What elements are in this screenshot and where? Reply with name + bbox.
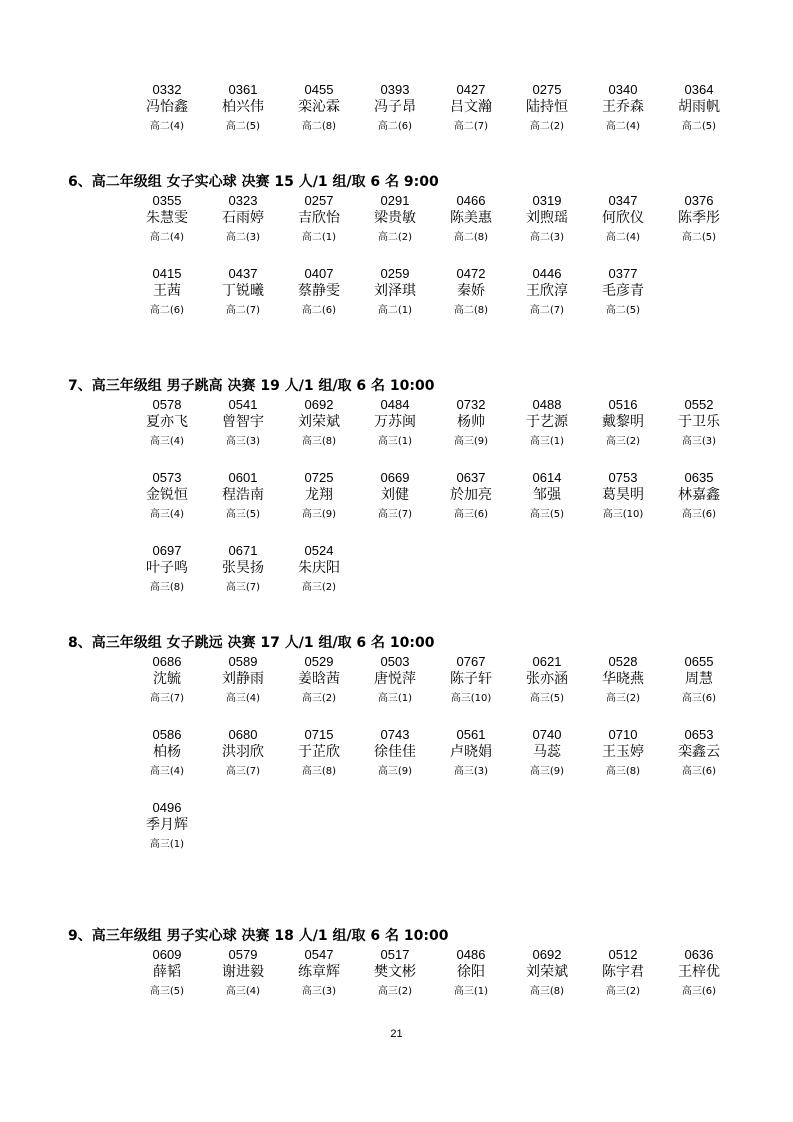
athlete-entry — [281, 727, 357, 779]
athlete-entry — [585, 266, 661, 318]
athlete-entry — [129, 266, 205, 318]
athlete-number: 0579 — [228, 947, 258, 962]
athlete-number: 0655 — [684, 654, 714, 669]
athlete-entry — [585, 470, 661, 522]
athlete-number: 0740 — [532, 727, 562, 742]
athlete-name: 邹强 — [533, 487, 561, 503]
athlete-class: 高二(6) — [149, 305, 185, 316]
athlete-entry — [509, 193, 585, 245]
athlete-class: 高二(5) — [681, 232, 717, 243]
athlete-name: 冯子昂 — [374, 99, 416, 115]
athlete-entry — [281, 82, 357, 134]
athlete-class: 高二(3) — [225, 232, 261, 243]
athlete-class: 高三(6) — [681, 986, 717, 997]
athlete-class: 高三(1) — [529, 436, 565, 447]
athlete-name: 刘静雨 — [222, 671, 264, 687]
athlete-name: 夏亦飞 — [146, 414, 188, 430]
athlete-class: 高二(1) — [301, 232, 337, 243]
athlete-entry — [205, 543, 281, 595]
athlete-name: 沈毓 — [153, 671, 181, 687]
athlete-name: 程浩南 — [222, 487, 264, 503]
athlete-entry — [433, 947, 509, 999]
athlete-name: 葛昊明 — [602, 487, 644, 503]
athlete-class: 高二(1) — [377, 305, 413, 316]
athlete-entry — [585, 947, 661, 999]
athlete-name: 刘煦瑶 — [526, 210, 568, 226]
athlete-entry — [205, 947, 281, 999]
athlete-class: 高三(4) — [225, 693, 261, 704]
athlete-entry — [509, 947, 585, 999]
athlete-name: 周慧 — [685, 671, 713, 687]
athlete-name: 吕文瀚 — [450, 99, 492, 115]
athlete-class: 高二(2) — [377, 232, 413, 243]
athlete-class: 高三(3) — [225, 436, 261, 447]
athlete-name: 唐悦萍 — [374, 671, 416, 687]
athlete-number: 0259 — [380, 266, 410, 281]
athlete-class: 高三(9) — [377, 766, 413, 777]
athlete-class: 高三(10) — [602, 509, 644, 520]
athlete-entry — [661, 654, 737, 706]
athlete-number: 0427 — [456, 82, 486, 97]
athlete-name: 蔡静雯 — [298, 283, 340, 299]
athlete-class: 高三(6) — [681, 766, 717, 777]
athlete-class: 高三(1) — [377, 436, 413, 447]
event-heading: 7、高三年级组 男子跳高 决赛 19 人/1 组/取 6 名 10:00 — [68, 378, 435, 394]
athlete-entry — [205, 470, 281, 522]
athlete-class: 高三(10) — [450, 693, 492, 704]
athlete-number: 0257 — [304, 193, 334, 208]
athlete-name: 王欣淳 — [526, 283, 568, 299]
athlete-entry — [129, 193, 205, 245]
athlete-entry — [205, 727, 281, 779]
athlete-number: 0466 — [456, 193, 486, 208]
athlete-number: 0488 — [532, 397, 562, 412]
athlete-class: 高二(4) — [605, 121, 641, 132]
athlete-number: 0609 — [152, 947, 182, 962]
athlete-name: 薛韬 — [153, 964, 181, 980]
athlete-number: 0637 — [456, 470, 486, 485]
athlete-number: 0496 — [152, 800, 182, 815]
athlete-number: 0686 — [152, 654, 182, 669]
athlete-entry — [129, 470, 205, 522]
athlete-name: 金锐恒 — [146, 487, 188, 503]
athlete-name: 练章辉 — [298, 964, 340, 980]
athlete-number: 0455 — [304, 82, 334, 97]
athlete-entry — [661, 82, 737, 134]
athlete-name: 卢晓娟 — [450, 744, 492, 760]
athlete-name: 曾智宇 — [222, 414, 264, 430]
athlete-number: 0743 — [380, 727, 410, 742]
athlete-class: 高三(9) — [453, 436, 489, 447]
athlete-number: 0347 — [608, 193, 638, 208]
athlete-entry — [281, 947, 357, 999]
athlete-number: 0361 — [228, 82, 258, 97]
athlete-entry — [661, 727, 737, 779]
athlete-name: 洪羽欣 — [222, 744, 264, 760]
athlete-entry — [281, 543, 357, 595]
athlete-name: 朱慧雯 — [146, 210, 188, 226]
athlete-name: 栾鑫云 — [678, 744, 720, 760]
athlete-entry — [433, 727, 509, 779]
athlete-number: 0524 — [304, 543, 334, 558]
athlete-number: 0669 — [380, 470, 410, 485]
athlete-entry — [433, 654, 509, 706]
athlete-class: 高三(2) — [605, 693, 641, 704]
athlete-number: 0486 — [456, 947, 486, 962]
athlete-number: 0621 — [532, 654, 562, 669]
page-number: 21 — [390, 1028, 403, 1040]
athlete-number: 0578 — [152, 397, 182, 412]
athlete-entry — [129, 947, 205, 999]
athlete-name: 王梓优 — [678, 964, 720, 980]
event-heading: 8、高三年级组 女子跳远 决赛 17 人/1 组/取 6 名 10:00 — [68, 635, 435, 651]
athlete-entry — [357, 266, 433, 318]
athlete-number: 0332 — [152, 82, 182, 97]
athlete-number: 0323 — [228, 193, 258, 208]
athlete-entry — [509, 470, 585, 522]
athlete-number: 0319 — [532, 193, 562, 208]
athlete-number: 0340 — [608, 82, 638, 97]
athlete-number: 0275 — [532, 82, 562, 97]
athlete-number: 0614 — [532, 470, 562, 485]
athlete-entry — [281, 470, 357, 522]
athlete-entry — [129, 654, 205, 706]
athlete-entry — [281, 397, 357, 449]
athlete-number: 0376 — [684, 193, 714, 208]
athlete-entry — [585, 82, 661, 134]
athlete-entry — [129, 800, 205, 852]
athlete-name: 毛彦青 — [602, 283, 644, 299]
athlete-class: 高二(5) — [681, 121, 717, 132]
athlete-entry — [661, 193, 737, 245]
athlete-class: 高三(9) — [301, 509, 337, 520]
athlete-number: 0715 — [304, 727, 334, 742]
athlete-entry — [433, 82, 509, 134]
athlete-entry — [357, 82, 433, 134]
event-heading: 6、高二年级组 女子实心球 决赛 15 人/1 组/取 6 名 9:00 — [68, 174, 439, 190]
athlete-class: 高三(3) — [453, 766, 489, 777]
athlete-number: 0407 — [304, 266, 334, 281]
athlete-entry — [281, 193, 357, 245]
athlete-entry — [357, 947, 433, 999]
athlete-class: 高三(1) — [377, 693, 413, 704]
athlete-name: 栾沁霖 — [298, 99, 340, 115]
athlete-number: 0636 — [684, 947, 714, 962]
athlete-name: 刘泽琪 — [374, 283, 416, 299]
athlete-number: 0586 — [152, 727, 182, 742]
athlete-class: 高三(8) — [529, 986, 565, 997]
athlete-entry — [129, 543, 205, 595]
athlete-class: 高三(9) — [529, 766, 565, 777]
athlete-class: 高三(5) — [529, 693, 565, 704]
athlete-number: 0437 — [228, 266, 258, 281]
athlete-entry — [205, 193, 281, 245]
athlete-number: 0589 — [228, 654, 258, 669]
athlete-number: 0393 — [380, 82, 410, 97]
athlete-number: 0692 — [304, 397, 334, 412]
athlete-class: 高二(7) — [529, 305, 565, 316]
athlete-name: 马蕊 — [533, 744, 561, 760]
athlete-name: 丁锐曦 — [222, 283, 264, 299]
athlete-name: 徐阳 — [457, 964, 485, 980]
athlete-class: 高三(4) — [225, 986, 261, 997]
athlete-class: 高三(7) — [377, 509, 413, 520]
athlete-number: 0291 — [380, 193, 410, 208]
athlete-name: 陈子轩 — [450, 671, 492, 687]
athlete-class: 高三(3) — [301, 986, 337, 997]
athlete-class: 高三(5) — [529, 509, 565, 520]
athlete-class: 高三(1) — [149, 839, 185, 850]
athlete-name: 谢进毅 — [222, 964, 264, 980]
athlete-name: 陈季彤 — [678, 210, 720, 226]
athlete-entry — [509, 654, 585, 706]
athlete-name: 朱庆阳 — [298, 560, 340, 576]
athlete-class: 高三(5) — [149, 986, 185, 997]
athlete-class: 高三(4) — [149, 509, 185, 520]
athlete-number: 0472 — [456, 266, 486, 281]
athlete-number: 0516 — [608, 397, 638, 412]
athlete-name: 吉欣怡 — [298, 210, 340, 226]
athlete-number: 0541 — [228, 397, 258, 412]
athlete-class: 高三(6) — [681, 693, 717, 704]
athlete-entry — [509, 82, 585, 134]
athlete-entry — [281, 266, 357, 318]
athlete-class: 高三(7) — [149, 693, 185, 704]
athlete-entry — [205, 397, 281, 449]
athlete-class: 高三(2) — [377, 986, 413, 997]
athlete-name: 徐佳佳 — [374, 744, 416, 760]
athlete-class: 高三(2) — [605, 986, 641, 997]
athlete-number: 0680 — [228, 727, 258, 742]
athlete-class: 高二(2) — [529, 121, 565, 132]
athlete-name: 杨帅 — [457, 414, 485, 430]
athlete-number: 0601 — [228, 470, 258, 485]
athlete-number: 0547 — [304, 947, 334, 962]
athlete-class: 高二(5) — [225, 121, 261, 132]
athlete-class: 高三(8) — [149, 582, 185, 593]
athlete-class: 高二(7) — [225, 305, 261, 316]
athlete-number: 0446 — [532, 266, 562, 281]
athlete-class: 高三(4) — [149, 436, 185, 447]
athlete-entry — [129, 397, 205, 449]
athlete-entry — [129, 727, 205, 779]
athlete-name: 秦娇 — [457, 283, 485, 299]
athlete-class: 高三(3) — [681, 436, 717, 447]
athlete-number: 0753 — [608, 470, 638, 485]
athlete-number: 0512 — [608, 947, 638, 962]
athlete-name: 王乔森 — [602, 99, 644, 115]
athlete-class: 高三(7) — [225, 766, 261, 777]
athlete-class: 高三(8) — [301, 436, 337, 447]
athlete-number: 0377 — [608, 266, 638, 281]
athlete-number: 0725 — [304, 470, 334, 485]
athlete-number: 0635 — [684, 470, 714, 485]
athlete-number: 0517 — [380, 947, 410, 962]
athlete-entry — [357, 470, 433, 522]
athlete-class: 高三(4) — [149, 766, 185, 777]
athlete-number: 0573 — [152, 470, 182, 485]
athlete-class: 高二(7) — [453, 121, 489, 132]
athlete-name: 龙翔 — [305, 487, 333, 503]
athlete-entry — [357, 397, 433, 449]
event-heading: 9、高三年级组 男子实心球 决赛 18 人/1 组/取 6 名 10:00 — [68, 928, 449, 944]
athlete-name: 林嘉鑫 — [678, 487, 720, 503]
athlete-number: 0767 — [456, 654, 486, 669]
athlete-name: 何欣仪 — [602, 210, 644, 226]
athlete-entry — [129, 82, 205, 134]
athlete-number: 0552 — [684, 397, 714, 412]
athlete-entry — [433, 470, 509, 522]
athlete-name: 刘荣斌 — [298, 414, 340, 430]
athlete-class: 高三(2) — [301, 693, 337, 704]
athlete-entry — [509, 727, 585, 779]
athlete-class: 高二(8) — [453, 232, 489, 243]
athlete-entry — [433, 397, 509, 449]
athlete-class: 高二(5) — [605, 305, 641, 316]
athlete-class: 高二(6) — [301, 305, 337, 316]
athlete-name: 胡雨帆 — [678, 99, 720, 115]
athlete-name: 冯怡鑫 — [146, 99, 188, 115]
athlete-number: 0697 — [152, 543, 182, 558]
athlete-class: 高三(2) — [605, 436, 641, 447]
athlete-number: 0484 — [380, 397, 410, 412]
athlete-class: 高三(1) — [453, 986, 489, 997]
athlete-name: 姜晗茜 — [298, 671, 340, 687]
athlete-entry — [661, 397, 737, 449]
athlete-class: 高三(8) — [605, 766, 641, 777]
athlete-number: 0415 — [152, 266, 182, 281]
athlete-entry — [585, 654, 661, 706]
athlete-name: 刘健 — [381, 487, 409, 503]
athlete-number: 0653 — [684, 727, 714, 742]
athlete-name: 于卫乐 — [678, 414, 720, 430]
athlete-number: 0692 — [532, 947, 562, 962]
athlete-entry — [205, 654, 281, 706]
athlete-name: 戴黎明 — [602, 414, 644, 430]
athlete-class: 高三(5) — [225, 509, 261, 520]
athlete-name: 华晓燕 — [602, 671, 644, 687]
athlete-name: 王茜 — [153, 283, 181, 299]
athlete-class: 高三(2) — [301, 582, 337, 593]
athlete-entry — [205, 82, 281, 134]
athlete-name: 于芷欣 — [298, 744, 340, 760]
athlete-number: 0561 — [456, 727, 486, 742]
athlete-name: 刘荣斌 — [526, 964, 568, 980]
athlete-name: 陈美惠 — [450, 210, 492, 226]
athlete-name: 于艺源 — [526, 414, 568, 430]
athlete-entry — [585, 397, 661, 449]
athlete-class: 高二(8) — [301, 121, 337, 132]
athlete-name: 季月辉 — [146, 817, 188, 833]
athlete-number: 0671 — [228, 543, 258, 558]
athlete-number: 0503 — [380, 654, 410, 669]
athlete-name: 樊文彬 — [374, 964, 416, 980]
athlete-entry — [661, 470, 737, 522]
athlete-class: 高三(8) — [301, 766, 337, 777]
athlete-number: 0364 — [684, 82, 714, 97]
athlete-class: 高二(4) — [149, 232, 185, 243]
athlete-number: 0355 — [152, 193, 182, 208]
athlete-name: 陆持恒 — [526, 99, 568, 115]
athlete-entry — [357, 654, 433, 706]
athlete-entry — [357, 727, 433, 779]
athlete-name: 王玉婷 — [602, 744, 644, 760]
athlete-entry — [661, 947, 737, 999]
athlete-class: 高三(6) — [681, 509, 717, 520]
athlete-name: 陈宇君 — [602, 964, 644, 980]
athlete-entry — [585, 193, 661, 245]
athlete-name: 石雨婷 — [222, 210, 264, 226]
athlete-entry — [357, 193, 433, 245]
athlete-entry — [433, 193, 509, 245]
athlete-class: 高二(4) — [149, 121, 185, 132]
athlete-entry — [281, 654, 357, 706]
athlete-number: 0528 — [608, 654, 638, 669]
athlete-class: 高二(3) — [529, 232, 565, 243]
athlete-name: 张昊扬 — [222, 560, 264, 576]
athlete-name: 张亦涵 — [526, 671, 568, 687]
athlete-name: 於加亮 — [450, 487, 492, 503]
athlete-class: 高二(8) — [453, 305, 489, 316]
athlete-name: 叶子鸣 — [146, 560, 188, 576]
athlete-entry — [205, 266, 281, 318]
athlete-class: 高三(6) — [453, 509, 489, 520]
athlete-class: 高二(6) — [377, 121, 413, 132]
athlete-name: 梁贵敏 — [374, 210, 416, 226]
athlete-entry — [509, 397, 585, 449]
athlete-entry — [585, 727, 661, 779]
athlete-number: 0732 — [456, 397, 486, 412]
athlete-name: 万苏闽 — [374, 414, 416, 430]
athlete-number: 0529 — [304, 654, 334, 669]
athlete-entry — [509, 266, 585, 318]
athlete-name: 柏杨 — [153, 744, 181, 760]
athlete-name: 柏兴伟 — [222, 99, 264, 115]
athlete-class: 高三(7) — [225, 582, 261, 593]
athlete-class: 高二(4) — [605, 232, 641, 243]
athlete-entry — [433, 266, 509, 318]
athlete-number: 0710 — [608, 727, 638, 742]
